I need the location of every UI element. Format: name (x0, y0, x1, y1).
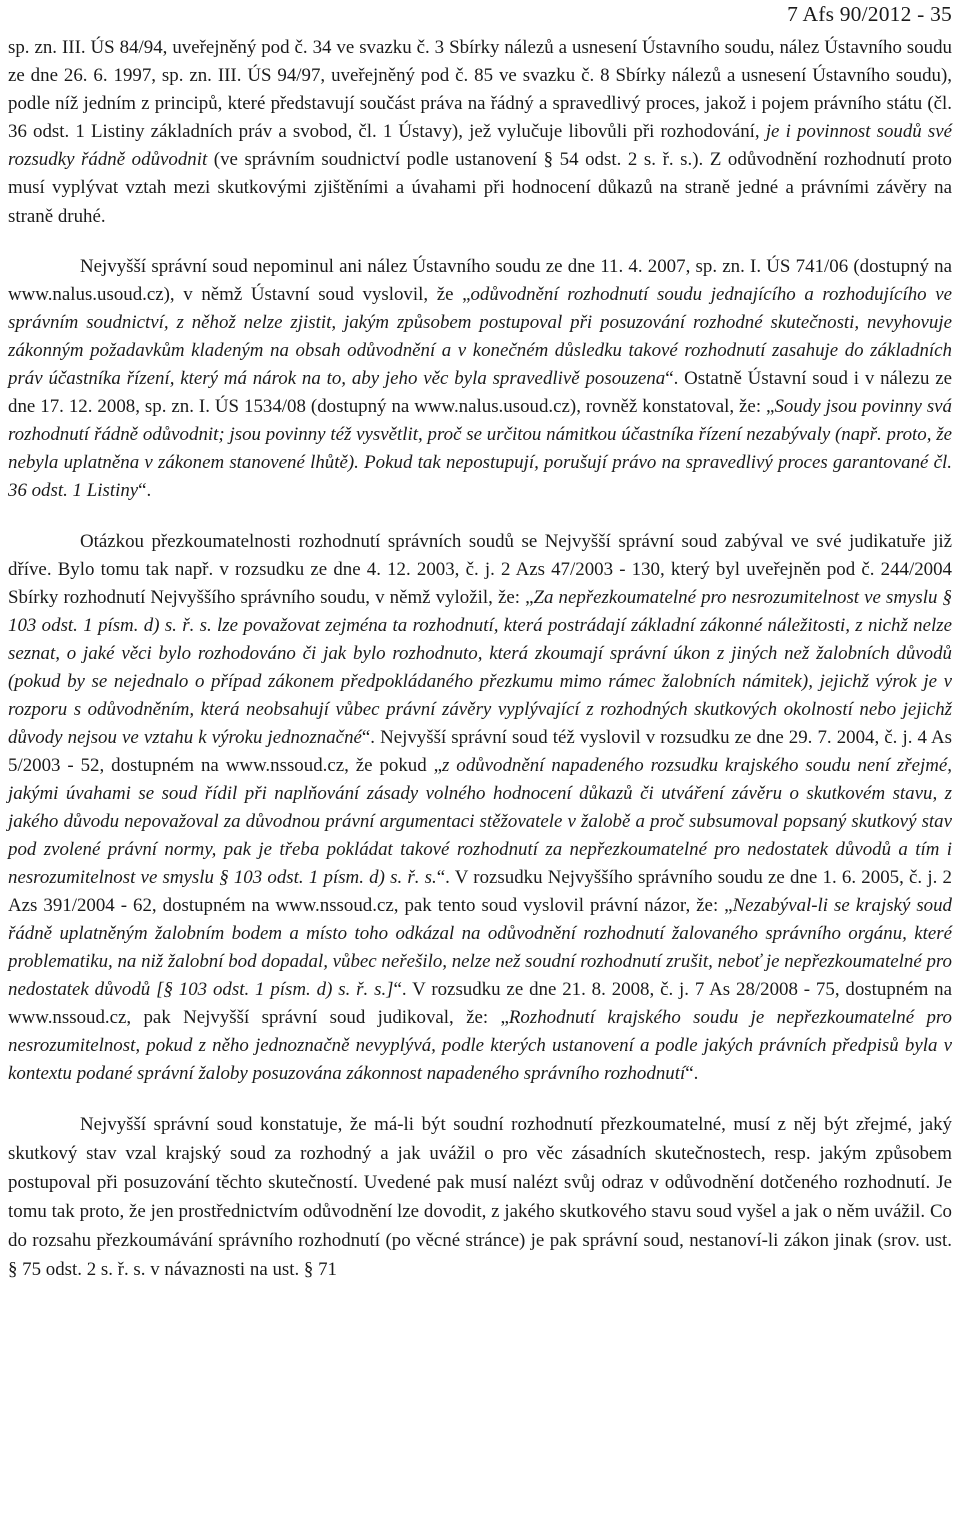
quoted-text: Soudy jsou povinny svá rozhodnutí řádně odůvodnit; jsou povinny též vysvětlit, proč se určitou námitkou účastníka řízení nezabývaly (např. proto, že nebyla uplatněna v zákonem stanovené lhůtě). Pokud tak nepostupují, porušují právo na spravedlivý proces garantované čl. 36 odst. 1 Listiny (8, 396, 952, 502)
case-reference-header: 7 Afs 90/2012 - 35 (787, 2, 952, 26)
text-run: “. V rozsudku Nejvyššího správního soudu ze dne 1. 6. 2005, č. j. 2 Azs 391/2004 - 62, dostupném na www.nssoud.cz, pak tento soud vyslovil právní názor, že: „ (8, 866, 952, 916)
text-run: “. (138, 480, 152, 502)
document-body (8, 34, 952, 1284)
quoted-text: Rozhodnutí krajského soudu je nepřezkoumatelné pro nesrozumitelnost, pokud z něho jednoznačně nevyplývá, podle kterých ustanovení a podle jakých právních předpisů byla v kontextu podané správní žaloby posuzována zákonnost napadeného správního rozhodnutí (8, 1006, 952, 1084)
quoted-text: odůvodnění rozhodnutí soudu jednajícího a rozhodujícího ve správním soudnictví, z něhož nelze zjistit, jakým způsobem postupoval při posuzování rozhodné skutečnosti, nevyhovuje zákonným požadavkům kladeným na obsah odůvodnění a v konečném důsledku takové rozhodnutí zasahuje do základních práv účastníka řízení, který má nárok na to, aby jeho věc byla spravedlivě posouzena (8, 283, 952, 390)
quoted-text: Za nepřezkoumatelné pro nesrozumitelnost ve smyslu § 103 odst. 1 písm. d) s. ř. s. lze považovat zejména ta rozhodnutí, která postrádají základní zákonné náležitosti, z nichž nelze seznat, o jaké věci bylo rozhodováno či jak bylo rozhodnuto, která zkoumají správní úkon z jiných než žalobních důvodů (pokud by se nejednalo o případ zákonem předpokládaného přezkumu mimo rámec žalobních námitek), jejichž výrok je v rozporu s odůvodněním, která neobsahují vůbec právní závěry vyplývající z rozhodných skutkových okolností nebo jejichž důvody nejsou ve vztahu k výroku jednoznačné (8, 586, 952, 748)
text-run: “. (685, 1062, 699, 1084)
quoted-text: Nezabýval-li se krajský soud řádně uplatněným žalobním bodem a místo toho odkázal na odůvodnění rozhodnutí žalovaného správního orgánu, které problematiku, na niž žalobní bod dopadal, vůbec neřešilo, nelze než soudní rozhodnutí zrušit, neboť je nepřezkoumatelné pro nedostatek důvodů [§ 103 odst. 1 písm. d) s. ř. s.] (8, 894, 953, 1000)
paragraph (8, 1110, 952, 1284)
text-run: sp. zn. III. ÚS 84/94, uveřejněný pod č. 34 ve svazku č. 3 Sbírky nálezů a usnesení Ústavního soudu, nález Ústavního soudu ze dne 26. 6. 1997, sp. zn. III. ÚS 94/97, uveřejněný pod č. 85 ve svazku č. 8 Sbírky nálezů a usnesení Ústavního soudu), podle níž jedním z principů, které představují součást práva na řádný a spravedlivý proces, jakož i pojem právního státu (čl. 36 odst. 1 Listiny základních práv a svobod, čl. 1 Ústavy), jež vylučuje libovůli při rozhodování, (8, 37, 952, 143)
quoted-text: z odůvodnění napadeného rozsudku krajského soudu není zřejmé, jakými úvahami se soud řídil při naplňování zásady volného hodnocení důkazů či utváření závěru o skutkovém stavu, z jakého důvodu nepovažoval za důvodnou právní argumentaci stěžovatele v žalobě a proč subsumoval popsaný skutkový stav pod zvolené právní normy, pak je třeba pokládat takové rozhodnutí za nepřezkoumatelné pro nedostatek důvodů a tím i nesrozumitelnost ve smyslu § 103 odst. 1 písm. d) s. ř. s. (8, 754, 952, 888)
text-run: “. Nejvyšší správní soud též vyslovil v rozsudku ze dne 29. 7. 2004, č. j. 4 As 5/2003 - 52, dostupném na www.nssoud.cz, že pokud „ (8, 726, 952, 776)
text-run: “. V rozsudku ze dne 21. 8. 2008, č. j. 7 As 28/2008 - 75, dostupném na www.nssoud.cz, pak Nejvyšší správní soud judikoval, že: „ (8, 978, 952, 1028)
paragraph (8, 528, 952, 1088)
quoted-text: je i povinnost soudů své rozsudky řádně odůvodnit (8, 121, 952, 171)
text-run: Nejvyšší správní soud nepominul ani nález Ústavního soudu ze dne 11. 4. 2007, sp. zn. I. ÚS 741/06 (dostupný na www.nalus.usoud.cz), v němž Ústavní soud vyslovil, že „ (8, 255, 952, 305)
text-run: “. Ostatně Ústavní soud i v nálezu ze dne 17. 12. 2008, sp. zn. I. ÚS 1534/08 (dostupný na www.nalus.usoud.cz), rovněž konstatoval, že: „ (8, 368, 952, 418)
paragraph (8, 253, 952, 506)
paragraph (8, 34, 952, 231)
text-run: Nejvyšší správní soud konstatuje, že má-li být soudní rozhodnutí přezkoumatelné, musí z něj být zřejmé, jaký skutkový stav vzal krajský soud za rozhodný a jak uvážil o pro věc zásadních skutečnostech, resp. jakým způsobem postupoval při posuzování těchto skutečností. Uvedené pak musí nalézt svůj odraz v odůvodnění dotčeného rozhodnutí. Je tomu tak proto, že jen prostřednictvím odůvodnění lze dovodit, z jakého skutkového stavu soud vyšel a jak o něm uvážil. Co do rozsahu přezkoumávání správního rozhodnutí (po věcné stránce) je pak správní soud, nestanoví-li zákon jinak (srov. ust. § 75 odst. 2 s. ř. s. v návaznosti na ust. § 71 (8, 1113, 952, 1280)
text-run: Otázkou přezkoumatelnosti rozhodnutí správních soudů se Nejvyšší správní soud zabýval ve své judikatuře již dříve. Bylo tomu tak např. v rozsudku ze dne 4. 12. 2003, č. j. 2 Azs 47/2003 - 130, který byl uveřejněn pod č. 244/2004 Sbírky rozhodnutí Nejvyššího správního soudu, v němž vyložil, že: „ (8, 530, 952, 608)
text-run: (ve správním soudnictví podle ustanovení § 54 odst. 2 s. ř. s.). Z odůvodnění rozhodnutí proto musí vyplývat vztah mezi skutkovými zjištěními a úvahami při hodnocení důkazů na straně jedné a právními závěry na straně druhé. (8, 149, 952, 227)
